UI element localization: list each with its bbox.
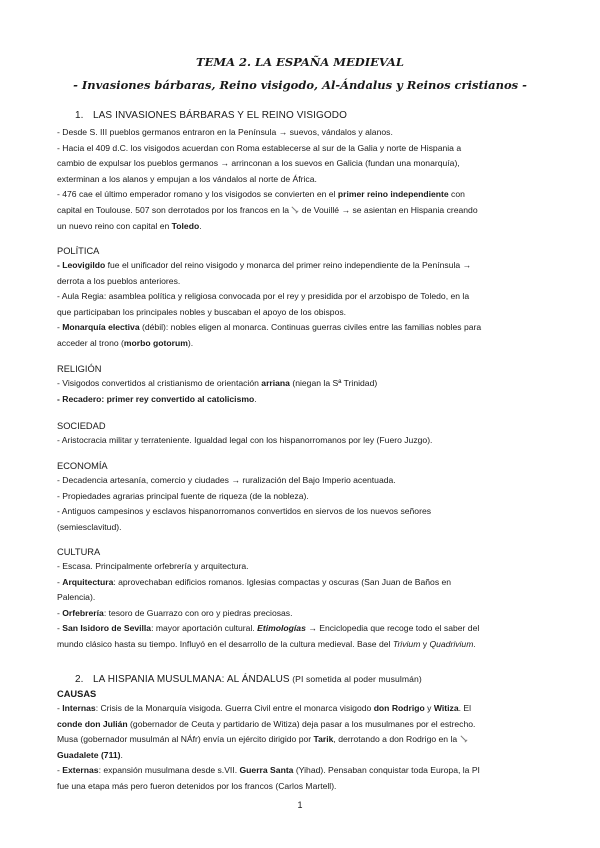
page-title: TEMA 2. LA ESPAÑA MEDIEVAL	[196, 55, 404, 69]
sword-icon	[460, 735, 468, 743]
section-1-heading: 1. LAS INVASIONES BÁRBARAS Y EL REINO VISIGODO	[75, 110, 348, 121]
causas-body: - Internas: Crisis de la Monarquía visigoda. Guerra Civil entre el monarca visigodo don Rodrigo y Witiza. El conde don Julián (gobernador de Ceuta y partidario de Witiza) deja pasar a los musulmanes por el estrecho. Musa (gobernador musulmán al NÁfr) envía un ejército dirigido por Tarik, derrotando a don Rodrigo en la Guadalete (711). - Externas: expansión musulmana desde s.VII. Guerra Santa (Yihad). Pensaban conquistar toda Europa, la PI fue una etapa más pero fueron detenidos por los francos (Carlos Martell).	[57, 703, 480, 791]
section-1-intro: - Desde S. III pueblos germanos entraron en la Península → suevos, vándalos y alanos. - Hacia el 409 d.C. los visigodos acuerdan con Roma establecerse al sur de la Galia y norte de Hispania a cambio de expulsar los pueblos germanos → arrinconan a los suevos en Galicia (fundan una monarquía), exterminan a los alanos y empujan a los vándalos al norte de África. - 476 cae el último emperador romano y los visigodos se convierten en el primer reino independiente con capital en Toulouse. 507 son derrotados por los francos en la de Vouillé → se asientan en Hispania creando un nuevo reino con capital en Toledo.	[57, 125, 557, 234]
sword-icon	[291, 206, 299, 214]
heading-politica: POLÍTICA	[57, 246, 100, 256]
page-subtitle: - Invasiones bárbaras, Reino visigodo, Al-Ándalus y Reinos cristianos -	[73, 78, 527, 92]
religion-body: - Visigodos convertidos al cristianismo de orientación arriana (niegan la Sª Trinidad) - Recadero: primer rey convertido al catolicismo.	[57, 378, 378, 404]
heading-economia: ECONOMÍA	[57, 461, 108, 471]
page-number: 1	[297, 800, 303, 810]
cultura-body: - Escasa. Principalmente orfebrería y arquitectura. - Arquitectura: aprovechaban edificios romanos. Iglesias compactas y oscuras (San Juan de Baños en Palencia). - Orfebrería: tesoro de Guarrazo con oro y piedras preciosas. - San Isidoro de Sevilla: mayor aportación cultural. Etimologías → Enciclopedia que recoge todo el saber del mundo clásico hasta su tiempo. Influyó en el desarrollo de la cultura medieval. Base del Trivium y Quadrivium.	[57, 561, 480, 649]
sociedad-body: - Aristocracia militar y terrateniente. Igualdad legal con los hispanorromanos por ley (Fuero Juzgo).	[57, 435, 433, 445]
economia-body: - Decadencia artesanía, comercio y ciudades → ruralización del Bajo Imperio acentuada. - Propiedades agrarias principal fuente de riqueza (de la nobleza). - Antiguos campesinos y esclavos hispanorromanos convertidos en siervos de los nuevos señores (semiesclavitud).	[57, 475, 432, 532]
heading-religion: RELIGIÓN	[57, 364, 102, 374]
heading-sociedad: SOCIEDAD	[57, 421, 106, 431]
heading-causas: CAUSAS	[57, 689, 97, 699]
politica-body: - Leovigildo fue el unificador del reino visigodo y monarca del primer reino independiente de la Península → derrota a los pueblos anteriores. - Aula Regia: asamblea política y religiosa convocada por el rey y presidida por el arzobispo de Toledo, en la que participaban los principales nobles y buscaban el apoyo de los obispos. - Monarquía electiva (débil): nobles eligen al monarca. Continuas guerras civiles entre las familias nobles para acceder al trono (morbo gotorum).	[57, 260, 482, 348]
section-2-heading: 2. LA HISPANIA MUSULMANA: AL ÁNDALUS (PI sometida al poder musulmán)	[75, 674, 422, 685]
heading-cultura: CULTURA	[57, 547, 101, 557]
paragraph-476: - 476 cae el último emperador romano y los visigodos se convierten en el primer reino independiente con	[57, 189, 465, 200]
